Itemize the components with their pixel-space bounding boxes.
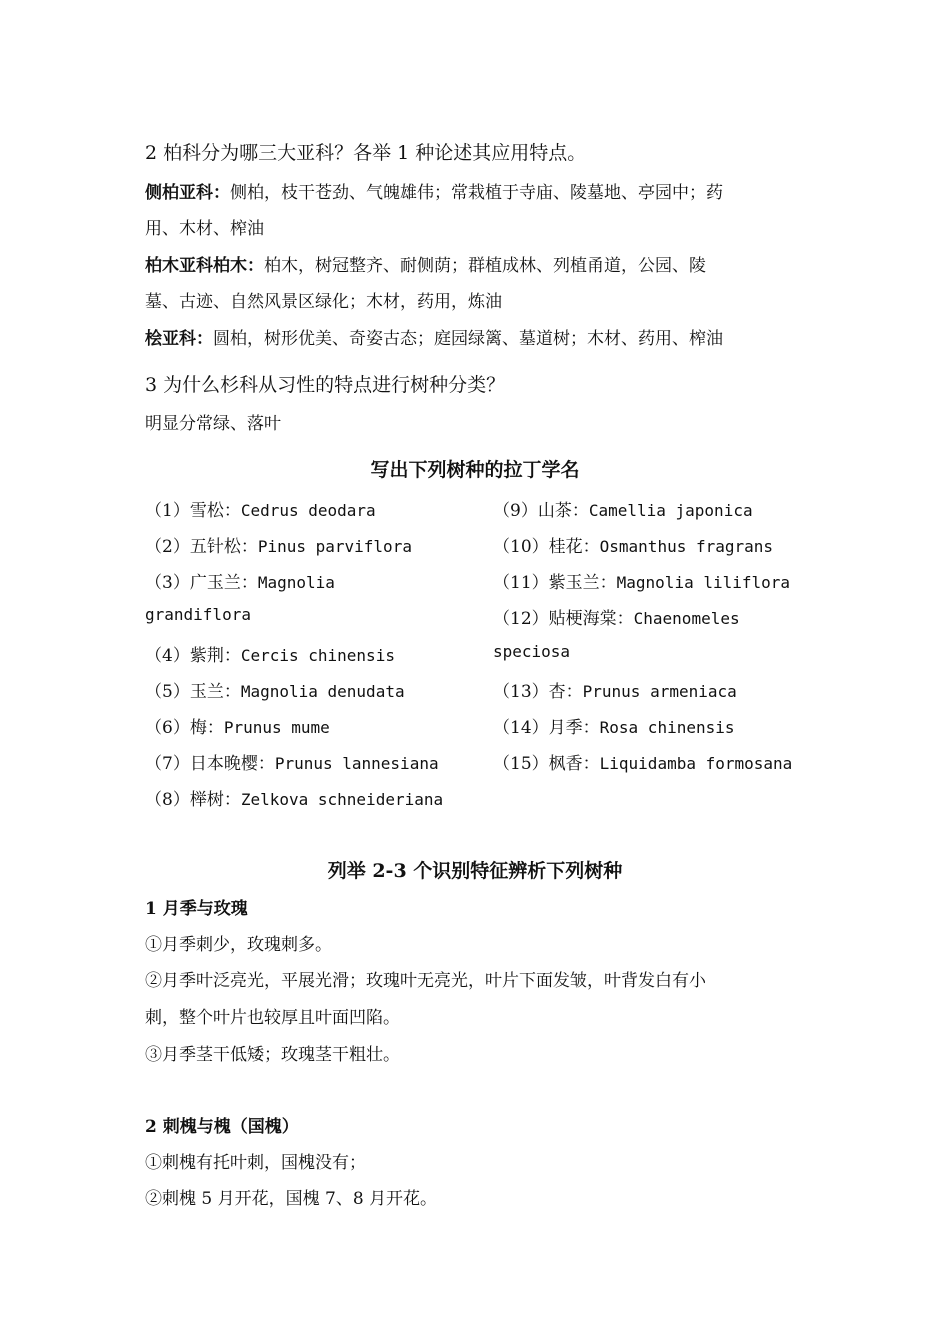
subfamily-text: 圆柏，树形优美、奇姿古态；庭园绿篱、墓道树；木材、药用、榨油 bbox=[213, 329, 723, 349]
species-chinese-name: （13）杏： bbox=[493, 682, 583, 702]
species-latin-name: Chaenomeles bbox=[633, 609, 740, 628]
subfamily-text-continued: 墓、古迹、自然风景区绿化；木材，药用，炼油 bbox=[145, 292, 502, 312]
species-chinese-name: （5）玉兰： bbox=[145, 682, 241, 702]
species-latin-name: Osmanthus fragrans bbox=[599, 537, 774, 556]
comparison-point: ①刺槐有托叶刺，国槐没有； bbox=[145, 1153, 366, 1173]
species-chinese-name: （9）山茶： bbox=[493, 501, 589, 521]
species-entry bbox=[493, 749, 792, 774]
species-chinese-name: （3）广玉兰： bbox=[145, 573, 258, 593]
species-entry bbox=[493, 568, 790, 593]
latin-names-heading: 写出下列树种的拉丁学名 bbox=[370, 459, 580, 481]
identification-heading: 列举 2-3 个识别特征辨析下列树种 bbox=[327, 860, 623, 882]
species-entry bbox=[145, 568, 335, 593]
species-latin-name: Zelkova schneideriana bbox=[240, 790, 444, 809]
subfamily-label: 桧亚科： bbox=[145, 329, 213, 349]
comparison-point: ①月季刺少，玫瑰刺多。 bbox=[145, 935, 332, 955]
species-chinese-name: （10）桂花： bbox=[493, 537, 600, 557]
species-latin-name: Magnolia bbox=[257, 573, 335, 592]
comparison-point-continued: 刺，整个叶片也较厚且叶面凹陷。 bbox=[145, 1008, 400, 1028]
comparison-point: ③月季茎干低矮；玫瑰茎干粗壮。 bbox=[145, 1045, 400, 1065]
species-entry bbox=[145, 641, 395, 666]
comparison-title: 1 月季与玫瑰 bbox=[145, 899, 248, 919]
species-chinese-name: （1）雪松： bbox=[145, 501, 241, 521]
question-3: 3 为什么杉科从习性的特点进行树种分类？ bbox=[145, 374, 506, 396]
subfamily-label: 侧柏亚科： bbox=[145, 183, 230, 203]
cypress-subfamily-item bbox=[145, 324, 723, 349]
species-entry bbox=[145, 532, 412, 557]
species-entry bbox=[493, 532, 773, 557]
species-latin-name: Magnolia denudata bbox=[240, 682, 405, 701]
species-entry bbox=[493, 713, 735, 738]
species-chinese-name: （11）紫玉兰： bbox=[493, 573, 617, 593]
species-chinese-name: （12）贴梗海棠： bbox=[493, 609, 634, 629]
species-latin-name: Pinus parviflora bbox=[257, 537, 412, 556]
species-latin-name: Prunus lannesiana bbox=[274, 754, 439, 773]
species-chinese-name: （7）日本晚樱： bbox=[145, 754, 275, 774]
species-latin-name: Liquidamba formosana bbox=[599, 754, 793, 773]
species-latin-name: Camellia japonica bbox=[588, 501, 753, 520]
comparison-point: ②刺槐 5 月开花，国槐 7、8 月开花。 bbox=[145, 1189, 438, 1209]
answer-3: 明显分常绿、落叶 bbox=[145, 414, 281, 434]
species-chinese-name: （8）榉树： bbox=[145, 790, 241, 810]
species-entry bbox=[493, 604, 740, 629]
species-entry bbox=[493, 677, 737, 702]
species-latin-name: Magnolia liliflora bbox=[616, 573, 791, 592]
subfamily-text: 侧柏，枝干苍劲、气魄雄伟；常栽植于寺庙、陵墓地、亭园中；药 bbox=[230, 183, 723, 203]
species-latin-name: Cercis chinensis bbox=[240, 646, 395, 665]
species-entry bbox=[145, 677, 405, 702]
species-chinese-name: （4）紫荆： bbox=[145, 646, 241, 666]
species-latin-name: Prunus armeniaca bbox=[582, 682, 737, 701]
question-2: 2 柏科分为哪三大亚科？各举 1 种论述其应用特点。 bbox=[145, 142, 587, 164]
comparison-point: ②月季叶泛亮光，平展光滑；玫瑰叶无亮光，叶片下面发皱，叶背发白有小 bbox=[145, 971, 706, 991]
species-entry bbox=[145, 496, 376, 521]
species-chinese-name: （6）梅： bbox=[145, 718, 224, 738]
subfamily-label: 柏木亚科柏木： bbox=[145, 256, 264, 276]
species-latin-name-continued: speciosa bbox=[493, 642, 571, 661]
species-latin-name: Rosa chinensis bbox=[599, 718, 735, 737]
species-chinese-name: （2）五针松： bbox=[145, 537, 258, 557]
cypress-subfamily-item bbox=[145, 251, 706, 276]
species-entry bbox=[145, 749, 439, 774]
subfamily-text-continued: 用、木材、榨油 bbox=[145, 219, 264, 239]
species-chinese-name: （14）月季： bbox=[493, 718, 600, 738]
cypress-subfamily-item bbox=[145, 178, 723, 203]
species-chinese-name: （15）枫香： bbox=[493, 754, 600, 774]
species-latin-name: Prunus mume bbox=[223, 718, 330, 737]
species-entry bbox=[145, 785, 443, 810]
comparison-title: 2 刺槐与槐（国槐） bbox=[145, 1117, 299, 1137]
subfamily-text: 柏木，树冠整齐、耐侧荫；群植成林、列植甬道，公园、陵 bbox=[264, 256, 706, 276]
species-latin-name: Cedrus deodara bbox=[240, 501, 376, 520]
species-entry bbox=[493, 496, 753, 521]
species-entry bbox=[145, 713, 330, 738]
species-latin-name-continued: grandiflora bbox=[145, 605, 251, 624]
